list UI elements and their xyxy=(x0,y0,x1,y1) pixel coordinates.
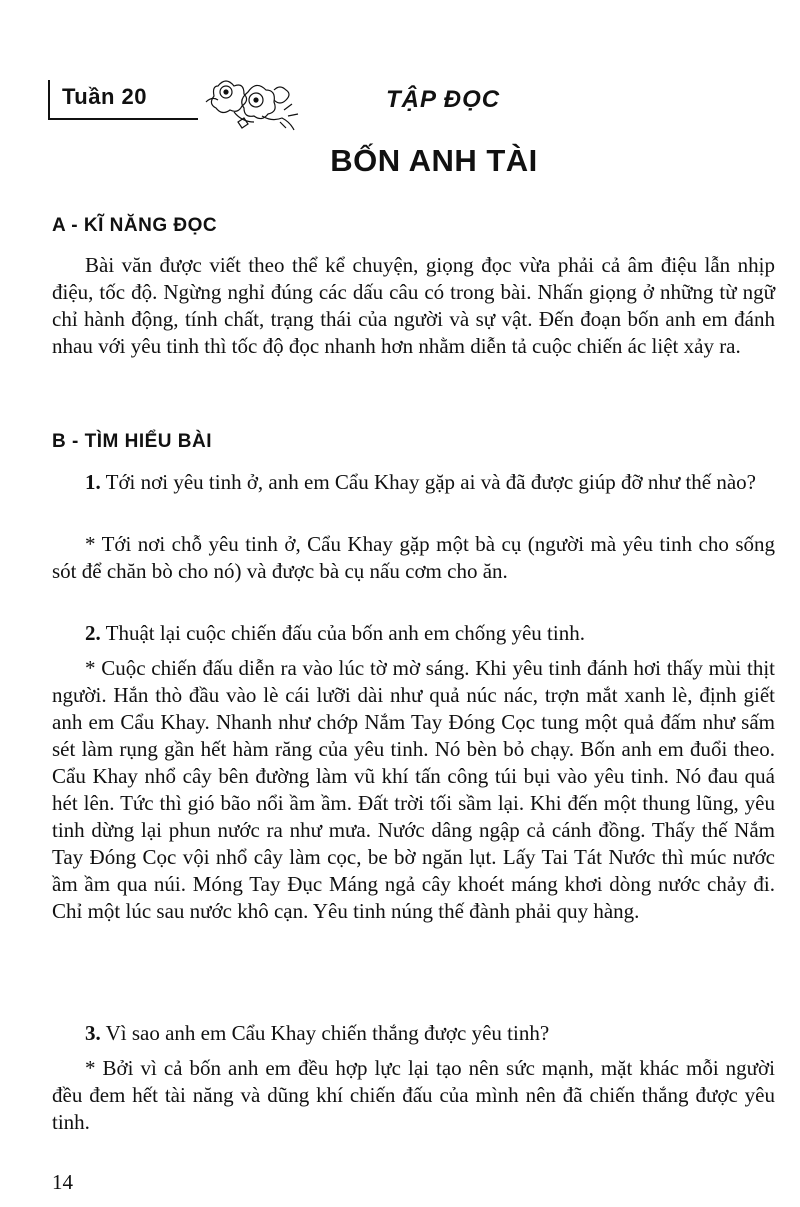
answer-1: * Tới nơi chỗ yêu tinh ở, Cẩu Khay gặp một bà cụ (người mà yêu tinh cho sống sót để chăn bò cho nó) và được bà cụ nấu cơm cho ăn. xyxy=(52,532,775,583)
part-a-heading: A - KĨ NĂNG ĐỌC xyxy=(52,215,218,236)
section-title: TẬP ĐỌC xyxy=(386,86,501,113)
answer-3: * Bởi vì cả bốn anh em đều hợp lực lại tạo nên sức mạnh, mặt khác mỗi người đều đem hết tài năng và dũng khí chiến đấu của mình nên đã chiến thắng được yêu tinh. xyxy=(52,1056,775,1134)
page-header xyxy=(48,72,768,122)
question-2 xyxy=(52,620,775,647)
part-a-text: Bài văn được viết theo thể kể chuyện, giọng đọc vừa phải cả âm điệu lẫn nhịp điệu, tốc độ. Ngừng nghỉ đúng các dấu câu có trong bài. Nhấn giọng ở những từ ngữ chỉ hành động, tính chất, trạng thái của người và sự vật. Đến đoạn bốn anh em đánh nhau với yêu tinh thì tốc độ đọc nhanh hơn nhằm diễn tả cuộc chiến ác liệt xảy ra. xyxy=(52,253,775,358)
flower-ornament-icon xyxy=(198,72,308,132)
page-number: 14 xyxy=(52,1170,73,1194)
question-text: Vì sao anh em Cẩu Khay chiến thắng được yêu tinh? xyxy=(100,1021,550,1045)
question-number: 2. xyxy=(85,621,101,645)
question-text: Thuật lại cuộc chiến đấu của bốn anh em chống yêu tinh. xyxy=(100,621,585,645)
question-3 xyxy=(52,1020,775,1047)
part-b-heading: B - TÌM HIỂU BÀI xyxy=(52,431,212,452)
answer-2: * Cuộc chiến đấu diễn ra vào lúc tờ mờ sáng. Khi yêu tinh đánh hơi thấy mùi thịt người. Hắn thò đầu vào lè cái lưỡi dài như quả núc nác, trợn mắt xanh lè, định giết anh em Cẩu Khay. Nhanh như chớp Nắm Tay Đóng Cọc tung một quả đấm như sấm sét làm rụng gần hết hàm răng của yêu tinh. Nó bèn bỏ chạy. Bốn anh em đuổi theo. Cẩu Khay nhổ cây bên đường làm vũ khí tấn công túi bụi vào yêu tinh. Nó đau quá hét lên. Tức thì gió bão nổi ầm ầm. Đất trời tối sầm lại. Khi đến một thung lũng, yêu tinh dừng lại phun nước ra như mưa. Nước dâng ngập cả cánh đồng. Thấy thế Nắm Tay Đóng Cọc vội nhổ cây làm cọc, be bờ ngăn lụt. Lấy Tai Tát Nước thì múc nước ầm ầm qua núi. Móng Tay Đục Máng ngả cây khoét máng khơi dòng nước chảy đi. Chỉ một lúc sau nước khô cạn. Yêu tinh núng thế đành phải quy hàng. xyxy=(52,656,775,923)
question-number: 1. xyxy=(85,470,101,494)
question-text: Tới nơi yêu tinh ở, anh em Cẩu Khay gặp ai và đã được giúp đỡ như thế nào? xyxy=(100,470,757,494)
question-1 xyxy=(52,469,775,496)
week-label: Tuần 20 xyxy=(48,80,198,120)
question-number: 3. xyxy=(85,1021,101,1045)
lesson-title: BỐN ANH TÀI xyxy=(330,143,538,178)
